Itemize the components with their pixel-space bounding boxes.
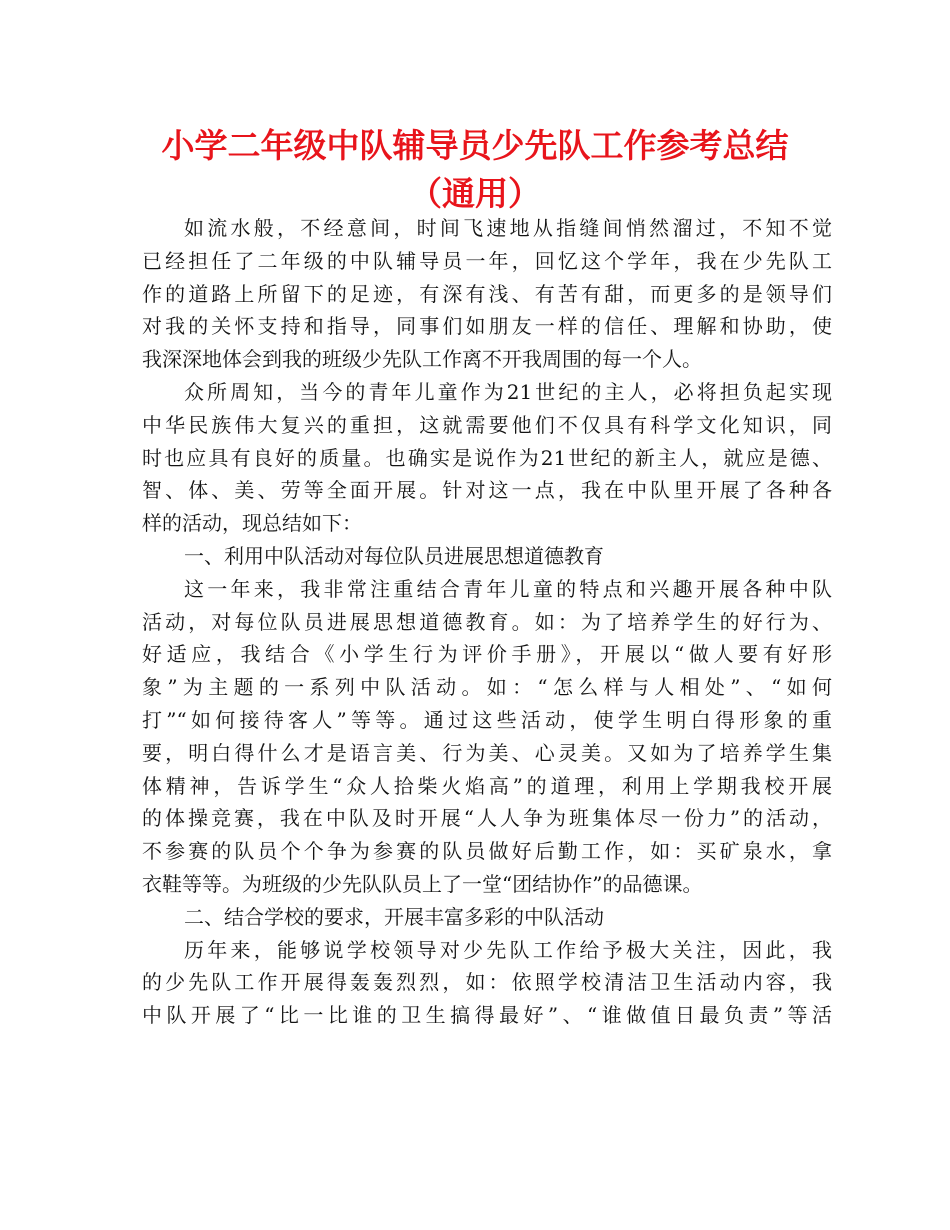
paragraph-line: 体精神，告诉学生“众人拾柴火焰高”的道理，利用上学期我校开展 [142, 773, 832, 798]
paragraph-line: 活动，对每位队员进展思想道德教育。如：为了培养学生的好行为、 [142, 609, 832, 634]
paragraph-line: 衣鞋等等。为班级的少先队队员上了一堂“团结协作”的品德课。 [142, 871, 703, 896]
paragraph-line: 象”为主题的一系列中队活动。如：“怎么样与人相处”、“如何 [142, 675, 832, 700]
paragraph-line: 历年来，能够说学校领导对少先队工作给予极大关注，因此，我 [184, 937, 832, 962]
paragraph-line: 好适应，我结合《小学生行为评价手册》，开展以“做人要有好形 [142, 642, 832, 667]
paragraph-line: 已经担任了二年级的中队辅导员一年，回忆这个学年，我在少先队工 [142, 248, 832, 273]
section-heading: 一、利用中队活动对每位队员进展思想道德教育 [184, 543, 604, 568]
section-heading: 二、结合学校的要求，开展丰富多彩的中队活动 [184, 904, 604, 929]
paragraph-line: 智、体、美、劳等全面开展。针对这一点，我在中队里开展了各种各 [142, 478, 832, 503]
paragraph-line: 时也应具有良好的质量。也确实是说作为21世纪的新主人，就应是德、 [142, 445, 832, 470]
paragraph-line: 打”“如何接待客人”等等。通过这些活动，使学生明白得形象的重 [142, 707, 832, 732]
paragraph-line: 如流水般，不经意间，时间飞速地从指缝间悄然溜过，不知不觉 [184, 216, 832, 240]
paragraph-line: 作的道路上所留下的足迹，有深有浅、有苦有甜，而更多的是领导们 [142, 281, 832, 306]
document-title: 小学二年级中队辅导员少先队工作参考总结（通用） [161, 126, 789, 213]
paragraph-line: 对我的关怀支持和指导，同事们如朋友一样的信任、理解和协助，使 [142, 314, 832, 339]
paragraph-line: 众所周知，当今的青年儿童作为21世纪的主人，必将担负起实现 [184, 379, 832, 404]
paragraph-line: 我深深地体会到我的班级少先队工作离不开我周围的每一个人。 [142, 347, 702, 372]
paragraph-line: 要，明白得什么才是语言美、行为美、心灵美。又如为了培养学生集 [142, 740, 832, 765]
paragraph-line: 这一年来，我非常注重结合青年儿童的特点和兴趣开展各种中队 [184, 576, 832, 601]
document-body [142, 212, 832, 1032]
paragraph-line: 的少先队工作开展得轰轰烈烈，如：依照学校清洁卫生活动内容，我 [142, 970, 832, 995]
paragraph-line: 不参赛的队员个个争为参赛的队员做好后勤工作，如：买矿泉水，拿 [142, 839, 832, 864]
paragraph-line: 样的活动，现总结如下： [142, 511, 362, 536]
paragraph-line: 中队开展了“比一比谁的卫生搞得最好”、“谁做值日最负责”等活 [142, 1003, 832, 1028]
paragraph-line: 的体操竞赛，我在中队及时开展“人人争为班集体尽一份力”的活动， [142, 806, 832, 831]
paragraph-line: 中华民族伟大复兴的重担，这就需要他们不仅具有科学文化知识，同 [142, 412, 832, 437]
